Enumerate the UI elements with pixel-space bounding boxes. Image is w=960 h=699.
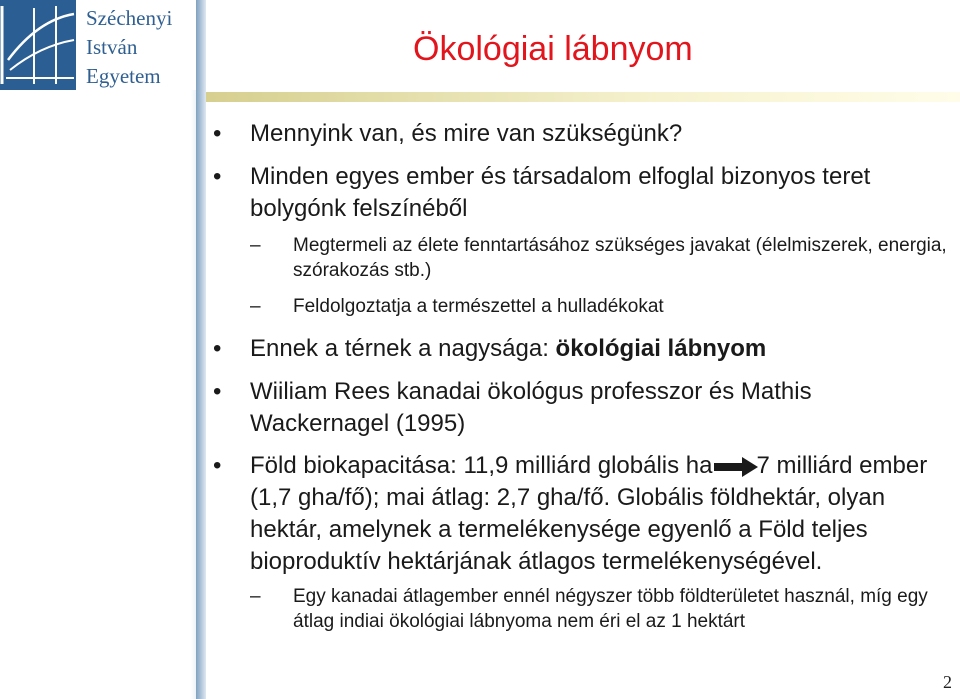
bullet-text-prefix: Ennek a térnek a nagysága:: [250, 335, 556, 362]
bullet-item: [213, 161, 953, 225]
brand-line-2: István: [86, 35, 138, 59]
sub-bullet-text: Feldolgoztatja a természettel a hulladékokat: [293, 296, 664, 317]
bullet-text-part1: Föld biokapacitása: 11,9 milliárd globális ha: [250, 452, 713, 479]
bullet-icon: •: [213, 378, 222, 405]
title-underline-bar: [206, 92, 960, 102]
bullet-text: Minden egyes ember és társadalom elfoglal bizonyos teret bolygónk felszínéből: [250, 163, 871, 222]
brand-line-3: Egyetem: [86, 64, 161, 88]
sub-bullet-item: [213, 233, 953, 283]
bullet-text-part2: 7 milliárd ember (1,7 gha/fő); mai átlag: 2,7 gha/fő. Globális földhektár, olyan hektár, amelynek a termelékenysége egyenlő a Föld teljes bioproduktív hektárjának átlagos termelékenységével.: [250, 452, 928, 575]
sidebar-strip: [196, 0, 206, 699]
dash-icon: –: [250, 586, 261, 607]
bullet-item: [213, 333, 953, 365]
bullet-item: [213, 450, 953, 578]
bullet-icon: •: [213, 335, 222, 362]
bullet-icon: •: [213, 120, 222, 147]
dash-icon: –: [250, 296, 261, 317]
bullet-item: [213, 376, 953, 440]
slide-title: Ökológiai lábnyom: [413, 30, 693, 68]
slide-content: [213, 118, 953, 634]
dash-icon: –: [250, 235, 261, 256]
bullet-item: [213, 118, 953, 150]
bullet-icon: •: [213, 163, 222, 190]
bullet-text-emphasis: ökológiai lábnyom: [555, 335, 767, 362]
bullet-icon: •: [213, 452, 222, 479]
university-logo: [0, 0, 76, 90]
sub-bullet-item: [213, 294, 953, 319]
brand-line-1: Széchenyi: [86, 6, 173, 30]
right-arrow-icon: [714, 457, 758, 477]
page-number: 2: [943, 672, 952, 692]
sidebar: [0, 0, 206, 699]
bullet-text: Mennyink van, és mire van szükségünk?: [250, 120, 683, 147]
sub-bullet-text: Egy kanadai átlagember ennél négyszer több földterületet használ, míg egy átlag indiai ökológiai lábnyoma nem éri el az 1 hektárt: [293, 586, 928, 632]
sub-bullet-text: Megtermeli az élete fenntartásához szükséges javakat (élelmiszerek, energia, szórakozás stb.): [293, 235, 947, 281]
sub-bullet-item: [213, 584, 953, 634]
bullet-text: Wiiliam Rees kanadai ökológus professzor és Mathis Wackernagel (1995): [250, 378, 812, 437]
